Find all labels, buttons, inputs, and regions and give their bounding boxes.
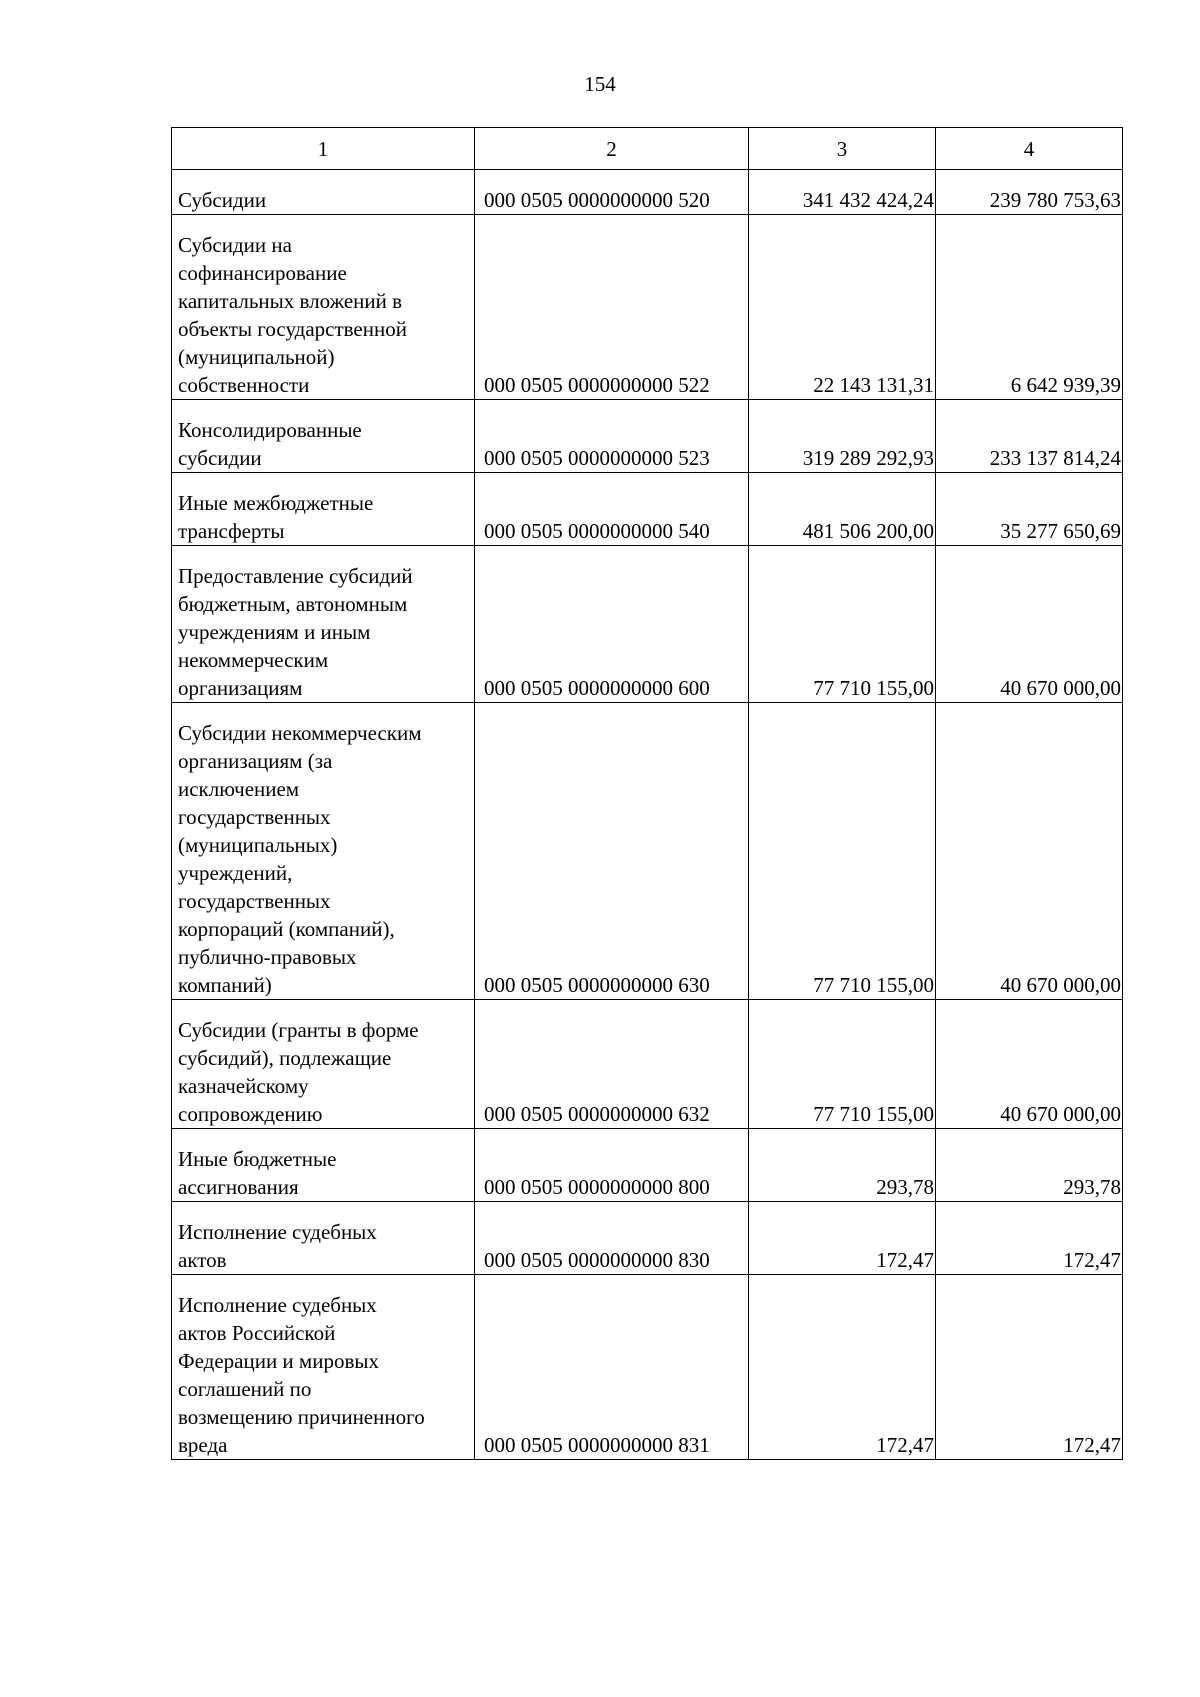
header-col-1: 1 bbox=[172, 128, 475, 170]
row-code: 000 0505 0000000000 831 bbox=[475, 1275, 749, 1460]
row-name-line: Субсидии (гранты в форме bbox=[178, 1018, 419, 1042]
row-value-col4: 172,47 bbox=[936, 1202, 1123, 1275]
row-name bbox=[172, 1000, 475, 1129]
row-value-col3: 77 710 155,00 bbox=[749, 703, 936, 1000]
row-value-col3: 77 710 155,00 bbox=[749, 1000, 936, 1129]
row-name-line: компаний) bbox=[178, 973, 272, 997]
row-code: 000 0505 0000000000 523 bbox=[475, 400, 749, 473]
row-code: 000 0505 0000000000 540 bbox=[475, 473, 749, 546]
row-value-col3: 293,78 bbox=[749, 1129, 936, 1202]
row-name-line: софинансирование bbox=[178, 261, 347, 285]
budget-table bbox=[171, 127, 1123, 1460]
row-name-line: Субсидии некоммерческим bbox=[178, 721, 422, 745]
row-name-line: организациям (за bbox=[178, 749, 333, 773]
row-name-line: (муниципальных) bbox=[178, 833, 338, 857]
row-value-col3: 77 710 155,00 bbox=[749, 546, 936, 703]
row-code: 000 0505 0000000000 632 bbox=[475, 1000, 749, 1129]
row-name bbox=[172, 400, 475, 473]
row-code: 000 0505 0000000000 600 bbox=[475, 546, 749, 703]
row-value-col4: 233 137 814,24 bbox=[936, 400, 1123, 473]
row-top-spacer bbox=[178, 473, 472, 489]
row-value-col3: 341 432 424,24 bbox=[749, 170, 936, 215]
row-name-line: Субсидии bbox=[178, 188, 267, 212]
row-value-col4: 293,78 bbox=[936, 1129, 1123, 1202]
row-value-col4: 172,47 bbox=[936, 1275, 1123, 1460]
row-name-line: учреждениям и иным bbox=[178, 620, 371, 644]
row-top-spacer bbox=[178, 1202, 472, 1218]
row-name-line: казначейскому bbox=[178, 1074, 309, 1098]
row-value-col3: 172,47 bbox=[749, 1275, 936, 1460]
row-name-line: Исполнение судебных bbox=[178, 1293, 377, 1317]
row-value-col3: 319 289 292,93 bbox=[749, 400, 936, 473]
row-name bbox=[172, 546, 475, 703]
row-name-line: публично-правовых bbox=[178, 945, 357, 969]
row-name-line: возмещению причиненного bbox=[178, 1405, 425, 1429]
row-name-line: ассигнования bbox=[178, 1175, 299, 1199]
table-row bbox=[172, 400, 1123, 473]
row-value-col3: 172,47 bbox=[749, 1202, 936, 1275]
row-top-spacer bbox=[178, 1129, 472, 1145]
row-top-spacer bbox=[178, 400, 472, 416]
header-row bbox=[172, 128, 1123, 170]
row-name-line: Консолидированные bbox=[178, 418, 362, 442]
table-row bbox=[172, 546, 1123, 703]
table-row bbox=[172, 1000, 1123, 1129]
row-name-line: государственных bbox=[178, 889, 331, 913]
row-name-line: Иные бюджетные bbox=[178, 1147, 337, 1171]
row-top-spacer bbox=[178, 703, 472, 719]
row-value-col4: 239 780 753,63 bbox=[936, 170, 1123, 215]
row-name-line: государственных bbox=[178, 805, 331, 829]
row-name-line: Исполнение судебных bbox=[178, 1220, 377, 1244]
row-name bbox=[172, 1275, 475, 1460]
row-name-line: бюджетным, автономным bbox=[178, 592, 408, 616]
row-name-line: сопровождению bbox=[178, 1102, 323, 1126]
row-name-line: трансферты bbox=[178, 519, 285, 543]
row-value-col4: 6 642 939,39 bbox=[936, 215, 1123, 400]
header-col-3: 3 bbox=[749, 128, 936, 170]
row-name-line: некоммерческим bbox=[178, 648, 329, 672]
row-name-line: Иные межбюджетные bbox=[178, 491, 374, 515]
row-name bbox=[172, 1202, 475, 1275]
row-name-line: объекты государственной bbox=[178, 317, 407, 341]
row-top-spacer bbox=[178, 215, 472, 231]
row-name-line: организациям bbox=[178, 676, 303, 700]
row-top-spacer bbox=[178, 1000, 472, 1016]
row-code: 000 0505 0000000000 630 bbox=[475, 703, 749, 1000]
row-name bbox=[172, 473, 475, 546]
row-code: 000 0505 0000000000 830 bbox=[475, 1202, 749, 1275]
row-code: 000 0505 0000000000 522 bbox=[475, 215, 749, 400]
row-value-col3: 481 506 200,00 bbox=[749, 473, 936, 546]
row-name-line: актов Российской bbox=[178, 1321, 336, 1345]
row-name-line: Федерации и мировых bbox=[178, 1349, 379, 1373]
row-top-spacer bbox=[178, 170, 472, 186]
row-name-line: собственности bbox=[178, 373, 310, 397]
row-name-line: субсидии bbox=[178, 446, 262, 470]
row-value-col3: 22 143 131,31 bbox=[749, 215, 936, 400]
row-name-line: (муниципальной) bbox=[178, 345, 335, 369]
row-name-line: актов bbox=[178, 1248, 227, 1272]
page-number: 154 bbox=[584, 72, 616, 96]
table-row bbox=[172, 1129, 1123, 1202]
row-name-line: учреждений, bbox=[178, 861, 293, 885]
table-row bbox=[172, 170, 1123, 215]
row-name bbox=[172, 1129, 475, 1202]
row-name-line: капитальных вложений в bbox=[178, 289, 403, 313]
table-row bbox=[172, 703, 1123, 1000]
row-name bbox=[172, 215, 475, 400]
table-row bbox=[172, 215, 1123, 400]
row-value-col4: 40 670 000,00 bbox=[936, 1000, 1123, 1129]
table-row bbox=[172, 1275, 1123, 1460]
table-row bbox=[172, 473, 1123, 546]
row-name-line: вреда bbox=[178, 1433, 228, 1457]
row-top-spacer bbox=[178, 546, 472, 562]
row-name bbox=[172, 170, 475, 215]
row-code: 000 0505 0000000000 520 bbox=[475, 170, 749, 215]
row-name-line: субсидий), подлежащие bbox=[178, 1046, 392, 1070]
table-row bbox=[172, 1202, 1123, 1275]
row-code: 000 0505 0000000000 800 bbox=[475, 1129, 749, 1202]
row-name-line: исключением bbox=[178, 777, 300, 801]
row-top-spacer bbox=[178, 1275, 472, 1291]
row-name bbox=[172, 703, 475, 1000]
row-name-line: соглашений по bbox=[178, 1377, 312, 1401]
row-name-line: Субсидии на bbox=[178, 233, 292, 257]
row-value-col4: 40 670 000,00 bbox=[936, 703, 1123, 1000]
header-col-2: 2 bbox=[475, 128, 749, 170]
row-name-line: Предоставление субсидий bbox=[178, 564, 413, 588]
row-value-col4: 35 277 650,69 bbox=[936, 473, 1123, 546]
row-value-col4: 40 670 000,00 bbox=[936, 546, 1123, 703]
header-col-4: 4 bbox=[936, 128, 1123, 170]
row-name-line: корпораций (компаний), bbox=[178, 917, 395, 941]
